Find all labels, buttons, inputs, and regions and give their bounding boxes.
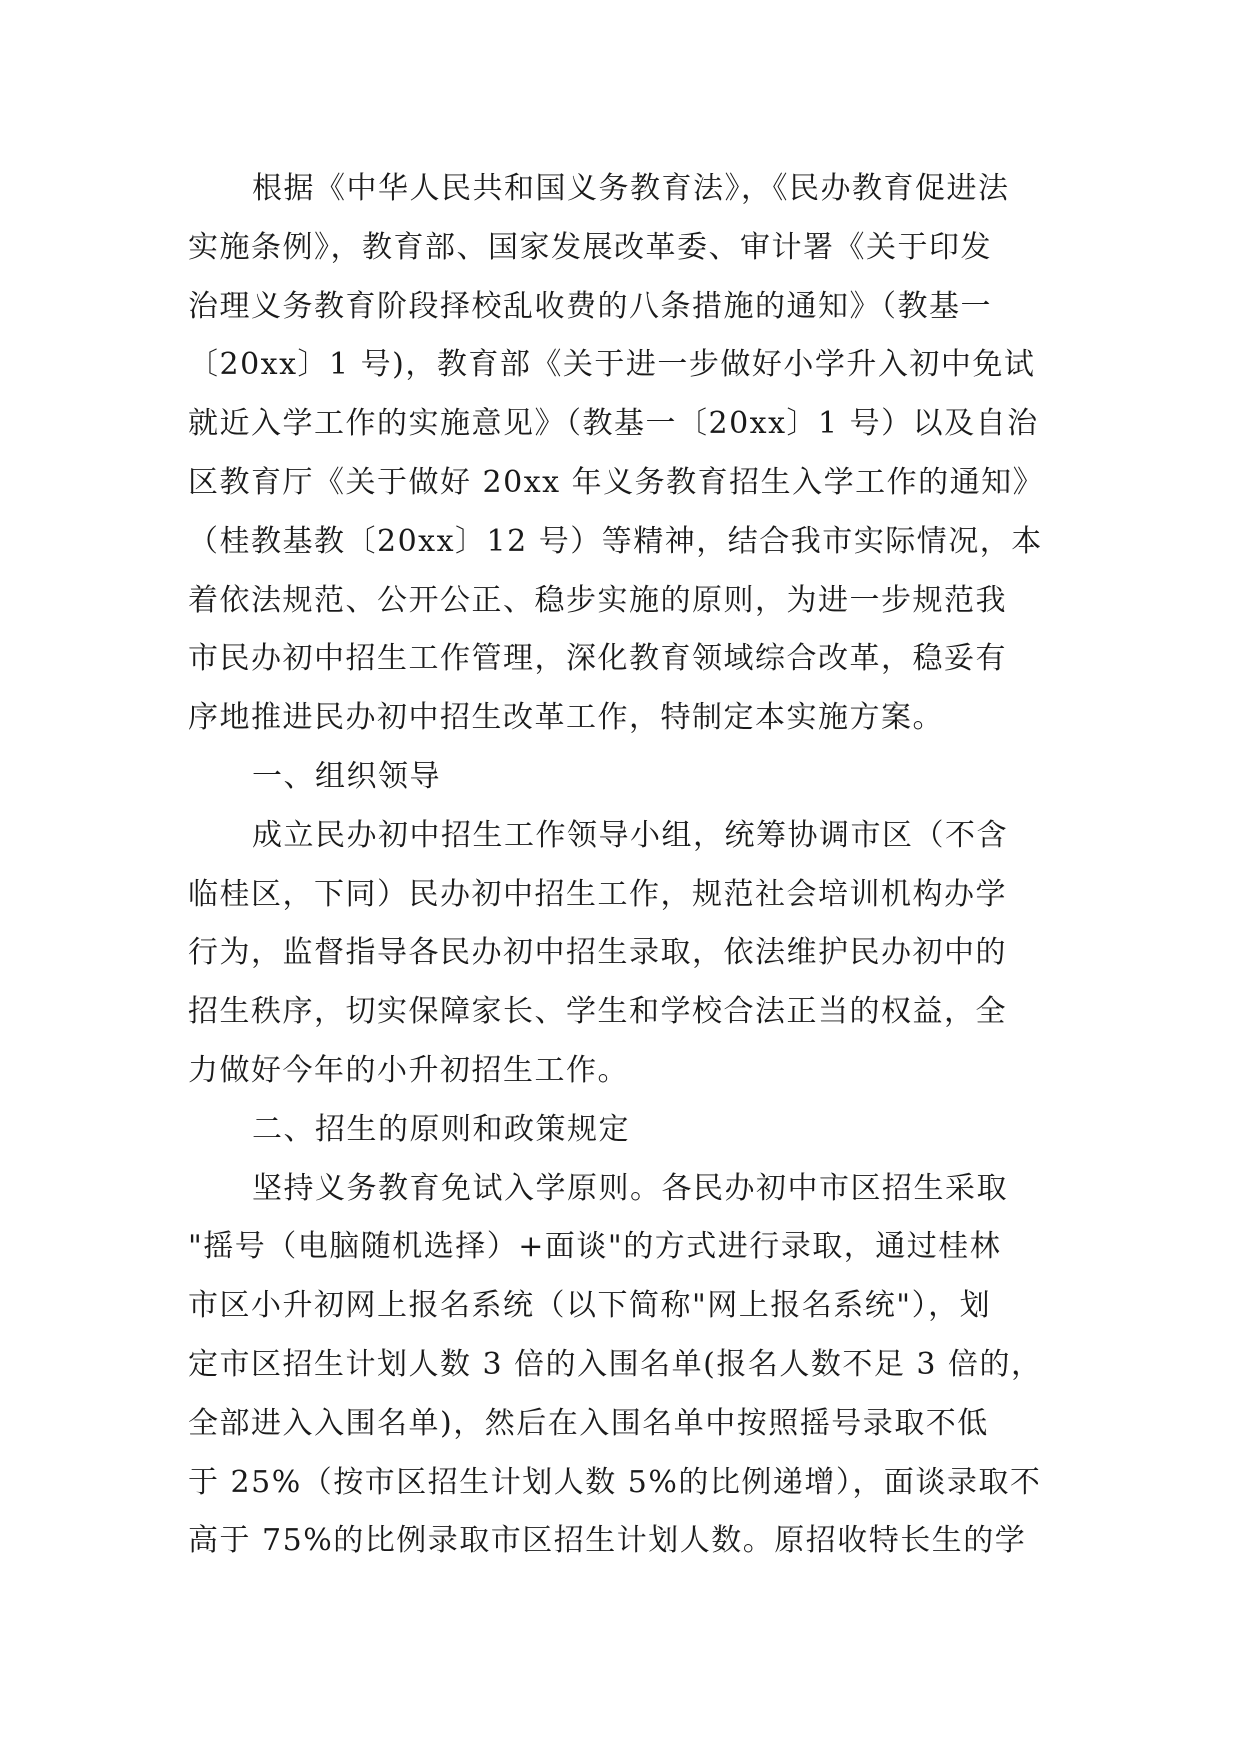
text-line: 临桂区，下同）民办初中招生工作，规范社会培训机构办学	[188, 876, 1007, 912]
text-line: 着依法规范、公开公正、稳步实施的原则，为进一步规范我	[188, 582, 1007, 618]
text-line: 全部进入入围名单)，然后在入围名单中按照摇号录取不低	[188, 1405, 989, 1441]
text-line: "摇号（电脑随机选择）+面谈"的方式进行录取，通过桂林	[188, 1229, 1002, 1265]
text-line: 序地推进民办初中招生改革工作，特制定本实施方案。	[188, 700, 944, 736]
document-body	[188, 160, 1088, 1571]
text-line: 招生秩序，切实保障家长、学生和学校合法正当的权益，全	[188, 994, 1007, 1030]
text-line: 市民办初中招生工作管理，深化教育领域综合改革，稳妥有	[188, 641, 1007, 677]
text-line: 就近入学工作的实施意见》（教基一〔20xx〕1 号）以及自治	[188, 406, 1039, 442]
text-line: （桂教基教〔20xx〕12 号）等精神，结合我市实际情况，本	[188, 523, 1043, 559]
text-line: 行为，监督指导各民办初中招生录取，依法维护民办初中的	[188, 935, 1007, 971]
text-line: 市区小升初网上报名系统（以下简称"网上报名系统"），划	[188, 1288, 992, 1324]
section-heading: 二、招生的原则和政策规定	[252, 1111, 630, 1147]
section-heading: 一、组织领导	[252, 758, 441, 794]
text-line: 坚持义务教育免试入学原则。各民办初中市区招生采取	[252, 1170, 1008, 1206]
text-line: 成立民办初中招生工作领导小组，统筹协调市区（不含	[252, 817, 1008, 853]
text-line: 治理义务教育阶段择校乱收费的八条措施的通知》（教基一	[188, 288, 992, 324]
text-line: 力做好今年的小升初招生工作。	[188, 1052, 629, 1088]
text-line: 根据《中华人民共和国义务教育法》，《民办教育促进法	[252, 171, 1010, 206]
text-line: 于 25%（按市区招生计划人数 5%的比例递增），面谈录取不	[188, 1464, 1042, 1500]
text-line: 〔20xx〕1 号)，教育部《关于进一步做好小学升入初中免试	[188, 347, 1036, 383]
text-line: 定市区招生计划人数 3 倍的入围名单(报名人数不足 3 倍的，	[188, 1346, 1043, 1382]
text-line: 高于 75%的比例录取市区招生计划人数。原招收特长生的学	[188, 1523, 1027, 1559]
text-line: 区教育厅《关于做好 20xx 年义务教育招生入学工作的通知》	[188, 464, 1045, 500]
text-line: 实施条例》，教育部、国家发展改革委、审计署《关于印发	[188, 229, 992, 265]
